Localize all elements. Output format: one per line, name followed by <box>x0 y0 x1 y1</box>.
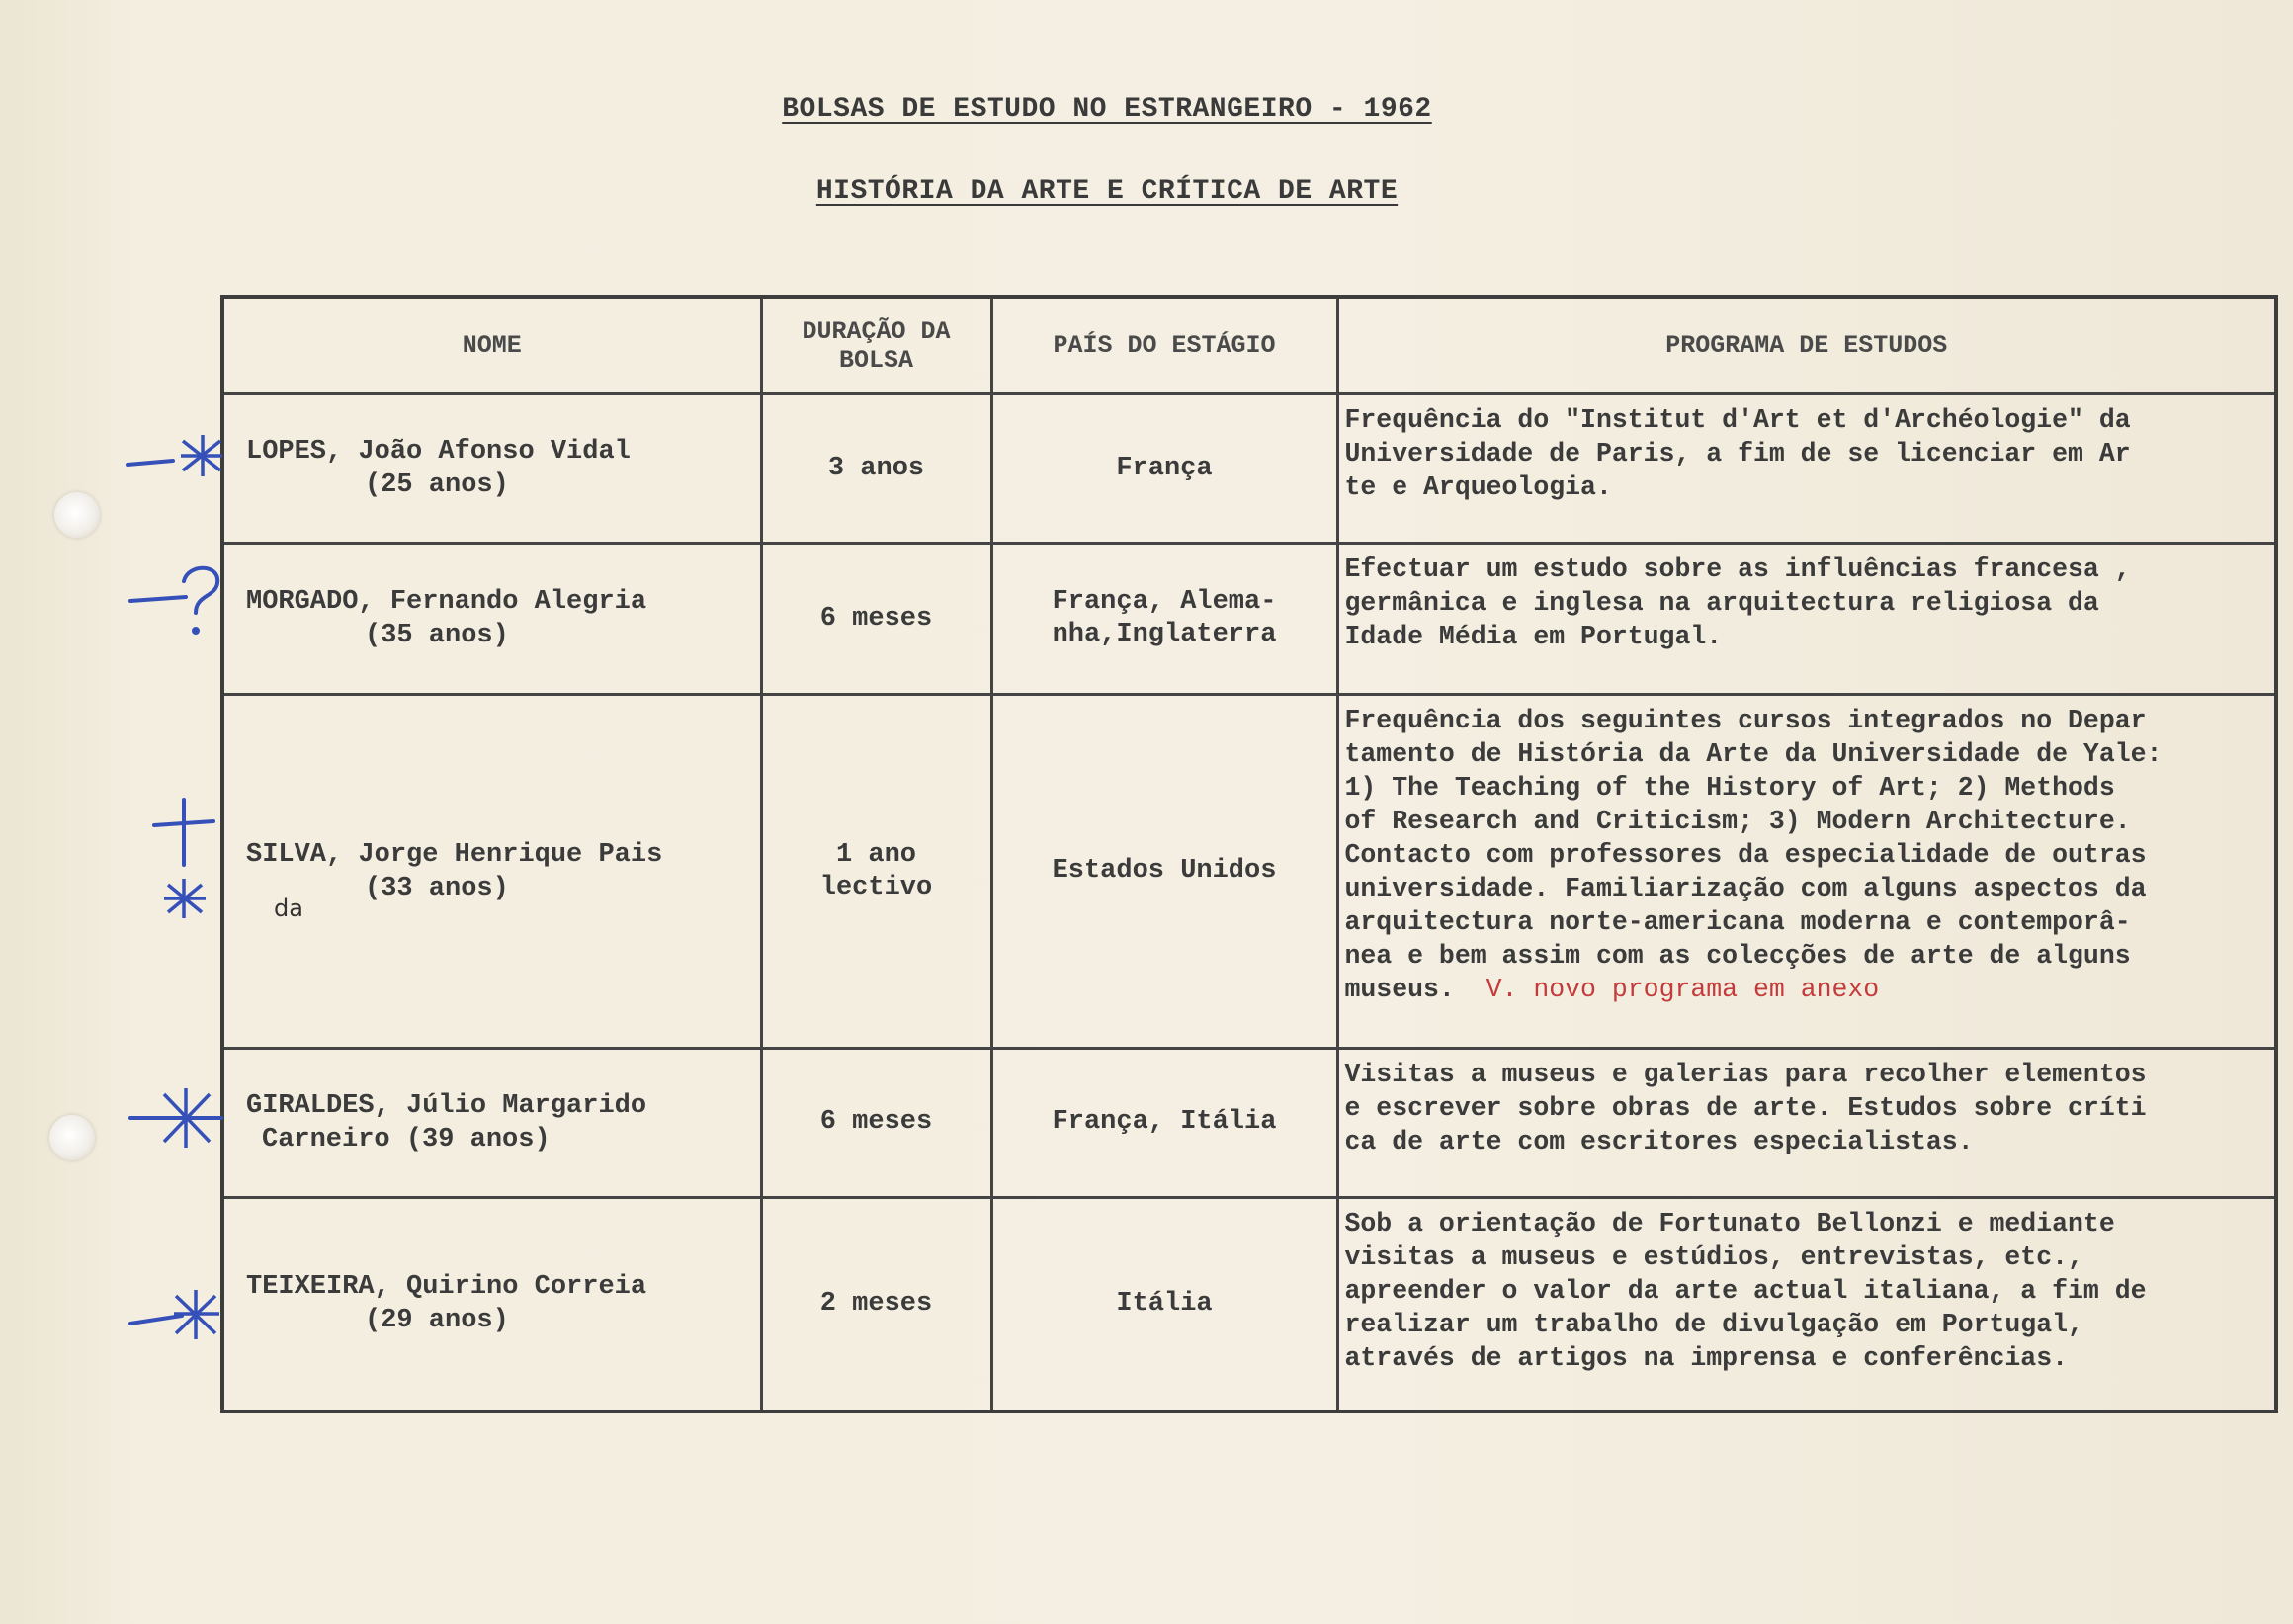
name-cell <box>222 544 761 695</box>
table-row <box>222 544 2276 695</box>
red-annotation-note: V. novo programa em anexo <box>1486 975 1880 1005</box>
duration-value: 3 anos <box>827 453 925 483</box>
program-line: ca de arte com escritores especialistas. <box>1344 1126 1974 1156</box>
handwritten-name-insert: da <box>274 895 303 923</box>
name-cell <box>222 1048 761 1197</box>
program-line: of Research and Criticism; 3) Modern Architecture. <box>1344 807 2131 837</box>
program-line: te e Arqueologia. <box>1344 472 1612 502</box>
header-duracao-line1: DURAÇÃO DA <box>802 316 951 346</box>
program-line: apreender o valor da arte actual italiana, a fim de <box>1344 1275 2147 1306</box>
program-line: arquitectura norte-americana moderna e contemporâ- <box>1344 907 2131 938</box>
program-line-last: museus. <box>1344 975 1455 1005</box>
program-line: Sob a orientação de Fortunato Bellonzi e mediante <box>1344 1208 2115 1239</box>
duration-value: 6 meses <box>819 1107 933 1138</box>
duration-cell <box>761 1197 991 1411</box>
program-cell <box>1337 1048 2276 1197</box>
program-line: nea e bem assim com as colecções de arte de alguns <box>1344 941 2131 972</box>
margin-mark-star-5 <box>127 1280 225 1349</box>
program-cell <box>1337 1197 2276 1411</box>
table-row <box>222 1048 2276 1197</box>
table-header-row <box>222 297 2276 394</box>
header-programa: PROGRAMA DE ESTUDOS <box>1337 297 2276 394</box>
program-line: Visitas a museus e galerias para recolher elementos <box>1344 1059 2147 1089</box>
name-cell <box>222 394 761 544</box>
table-row <box>222 394 2276 544</box>
table-row <box>222 1197 2276 1411</box>
program-line: Universidade de Paris, a fim de se licenciar em Ar <box>1344 439 2131 469</box>
duration-cell <box>761 394 991 544</box>
program-cell <box>1337 544 2276 695</box>
program-line: germânica e inglesa na arquitectura religiosa da <box>1344 588 2099 619</box>
program-line: e escrever sobre obras de arte. Estudos sobre críti <box>1344 1092 2147 1123</box>
header-duracao <box>761 297 991 394</box>
program-cell <box>1337 394 2276 544</box>
duration-cell <box>761 695 991 1049</box>
person-age: (29 anos) <box>365 1306 509 1336</box>
person-age: (25 anos) <box>365 470 509 501</box>
country-value-line2: nha,Inglaterra <box>1052 620 1277 650</box>
punch-hole-bottom <box>49 1115 95 1160</box>
country-value: Itália <box>1116 1288 1213 1319</box>
margin-mark-question <box>127 563 225 642</box>
margin-mark-star-4 <box>127 1082 225 1152</box>
program-line: Frequência dos seguintes cursos integrados no Depar <box>1344 706 2147 736</box>
program-line: Efectuar um estudo sobre as influências francesa , <box>1344 555 2131 585</box>
duration-value: 6 meses <box>819 603 933 634</box>
program-line: Contacto com professores da especialidade de outras <box>1344 840 2147 871</box>
program-line <box>1345 973 2261 1006</box>
punch-hole-top <box>54 492 100 538</box>
program-line: visitas a museus e estúdios, entrevistas, etc., <box>1344 1241 2083 1272</box>
person-name: LOPES, João Afonso Vidal <box>246 437 631 468</box>
person-name: SILVA, Jorge Henrique Pais <box>246 839 663 870</box>
header-pais: PAÍS DO ESTÁGIO <box>991 297 1337 394</box>
country-value: França, Alema- <box>1052 587 1277 618</box>
country-value: França <box>1116 453 1213 483</box>
person-age: (35 anos) <box>365 621 509 651</box>
duration-value: 2 meses <box>819 1288 933 1319</box>
duration-cell <box>761 544 991 695</box>
duration-value: 1 ano <box>835 839 916 870</box>
person-age: Carneiro (39 anos) <box>262 1124 551 1154</box>
program-line: realizar um trabalho de divulgação em Portugal, <box>1344 1309 2083 1339</box>
country-value: Estados Unidos <box>1052 856 1277 886</box>
country-cell <box>991 1197 1337 1411</box>
program-line: Idade Média em Portugal. <box>1344 622 1723 652</box>
program-line: tamento de História da Arte da Universidade de Yale: <box>1344 739 2163 770</box>
name-cell <box>222 695 761 1049</box>
program-line: Frequência do "Institut d'Art et d'Archéologie" da <box>1344 405 2131 435</box>
scholarship-table <box>220 295 2278 1413</box>
country-cell <box>991 1048 1337 1197</box>
program-line: 1) The Teaching of the History of Art; 2) Methods <box>1344 773 2115 804</box>
duration-value-line2: lectivo <box>819 872 933 902</box>
duration-cell <box>761 1048 991 1197</box>
country-cell <box>991 695 1337 1049</box>
person-name: TEIXEIRA, Quirino Correia <box>246 1272 647 1303</box>
name-cell <box>222 1197 761 1411</box>
person-name: MORGADO, Fernando Alegria <box>246 587 647 618</box>
program-line: através de artigos na imprensa e conferências. <box>1344 1342 2069 1373</box>
person-age: (33 anos) <box>365 873 509 903</box>
document-title: BOLSAS DE ESTUDO NO ESTRANGEIRO - 1962 <box>782 94 1432 125</box>
header-duracao-line2: BOLSA <box>838 345 913 375</box>
table-row <box>222 695 2276 1049</box>
margin-mark-cross-star <box>148 796 227 924</box>
country-cell <box>991 394 1337 544</box>
document-subtitle: HISTÓRIA DA ARTE E CRÍTICA DE ARTE <box>815 176 1399 207</box>
program-line: universidade. Familiarização com alguns aspectos da <box>1344 874 2147 904</box>
header-nome: NOME <box>222 297 761 394</box>
person-name: GIRALDES, Júlio Margarido <box>246 1090 647 1121</box>
margin-mark-star-1 <box>124 425 222 484</box>
country-cell <box>991 544 1337 695</box>
program-cell <box>1337 695 2276 1049</box>
country-value: França, Itália <box>1052 1107 1277 1138</box>
